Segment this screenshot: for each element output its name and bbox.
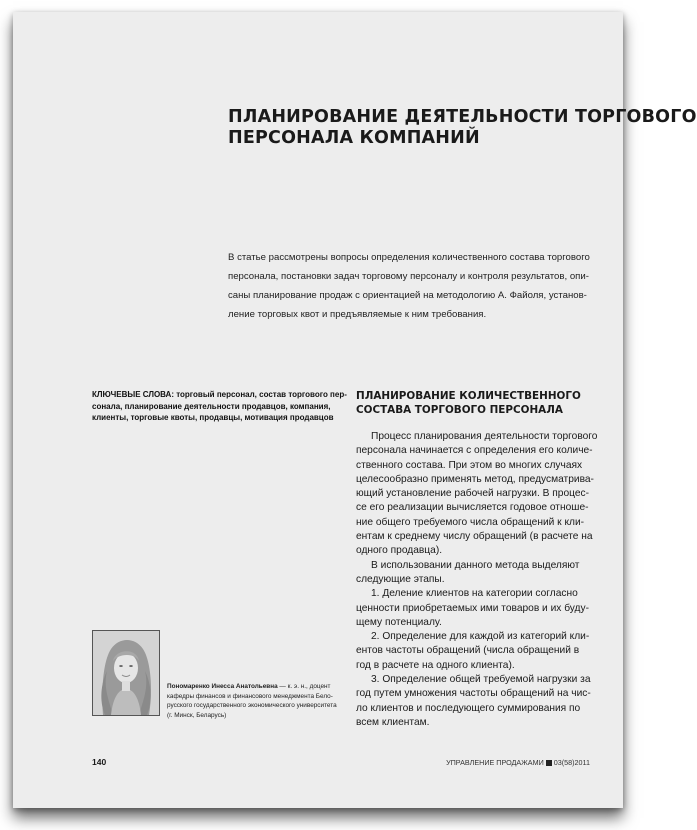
body-line: 3. Определение общей требуемой нагрузки за <box>371 674 591 686</box>
author-line: кафедры финансов и финансового менеджмента Бело- <box>167 692 333 700</box>
body-line: год в расчете на одного клиента). <box>356 659 515 671</box>
body-line: Процесс планирования деятельности торгового <box>371 431 598 442</box>
author-photo <box>92 630 160 716</box>
body-line: целесообразно применять метод, предусматрива- <box>356 473 594 485</box>
body-line: ственного состава. При этом во многих случаях <box>356 459 583 471</box>
body-line: всем клиентам. <box>356 716 430 728</box>
body-line: щему потенциалу. <box>356 616 442 628</box>
body-line: В использовании данного метода выделяют <box>371 559 580 571</box>
section-heading <box>356 389 616 417</box>
body-line: ние общего требуемого числа обращений к кли- <box>356 516 585 528</box>
body-line: ценности приобретаемых ими товаров и их буду- <box>356 602 589 614</box>
author-info <box>167 682 352 720</box>
author-line: (г. Минск, Беларусь) <box>167 711 227 719</box>
body-line: ентов частоты обращений (числа обращений в <box>356 645 580 657</box>
abstract-line: ление торговых квот и предъявляемые к ним требования. <box>228 309 487 320</box>
author-degree: — к. э. н., доцент <box>277 683 331 690</box>
body-line: год путем умножения частоты обращений на чис- <box>356 688 591 700</box>
article-body <box>356 430 618 730</box>
body-line: одного продавца). <box>356 545 443 557</box>
title-line: ПЛАНИРОВАНИЕ ДЕЯТЕЛЬНОСТИ ТОРГОВОГО <box>228 107 697 127</box>
article-title <box>228 107 697 149</box>
keywords-line: клиенты, торговые квоты, продавцы, мотивация продавцов <box>92 413 334 422</box>
author-name: Пономаренко Инесса Анатольевна <box>167 683 278 690</box>
journal-name: УПРАВЛЕНИЕ ПРОДАЖАМИ <box>446 758 544 767</box>
journal-page <box>13 12 697 808</box>
section-heading-line: СОСТАВА ТОРГОВОГО ПЕРСОНАЛА <box>356 404 563 416</box>
body-line: следующие этапы. <box>356 573 445 585</box>
keywords-line: КЛЮЧЕВЫЕ СЛОВА: торговый персонал, состав торгового пер- <box>92 390 347 399</box>
section-heading-line: ПЛАНИРОВАНИЕ КОЛИЧЕСТВЕННОГО <box>356 390 581 402</box>
body-line: персонала начинается с определения его количе- <box>356 445 593 457</box>
abstract-line: В статье рассмотрены вопросы определения количественного состава торгового <box>228 252 590 263</box>
body-line: се его реализации вычисляется годовое отноше- <box>356 502 589 514</box>
keywords-line: сонала, планирование деятельности продавцов, компания, <box>92 401 331 411</box>
abstract-line: саны планирование продаж с ориентацией на методологию А. Файоля, установ- <box>228 290 587 301</box>
body-line: 1. Деление клиентов на категории согласно <box>371 588 578 600</box>
keywords-block <box>92 389 347 424</box>
author-name-line <box>167 682 352 692</box>
title-line: ПЕРСОНАЛА КОМПАНИЙ <box>228 128 480 148</box>
article-abstract <box>228 248 613 324</box>
body-line: ентам к среднему числу обращений (в расчете на <box>356 531 593 543</box>
body-line: 2. Определение для каждой из категорий кли- <box>371 631 590 643</box>
body-line: ло клиентов и последующего суммирования по <box>356 702 581 714</box>
author-portrait-icon <box>93 631 159 715</box>
running-footer <box>446 758 590 767</box>
abstract-line: персонала, постановки задач торговому персоналу и контроля результатов, опи- <box>228 271 589 282</box>
issue-number: 03(58)2011 <box>553 758 590 767</box>
square-bullet-icon <box>546 760 552 766</box>
body-line: ющий установление рабочей нагрузки. В процес- <box>356 488 589 500</box>
author-line: русского государственного экономического университета <box>167 702 337 710</box>
page-number: 140 <box>92 757 107 767</box>
